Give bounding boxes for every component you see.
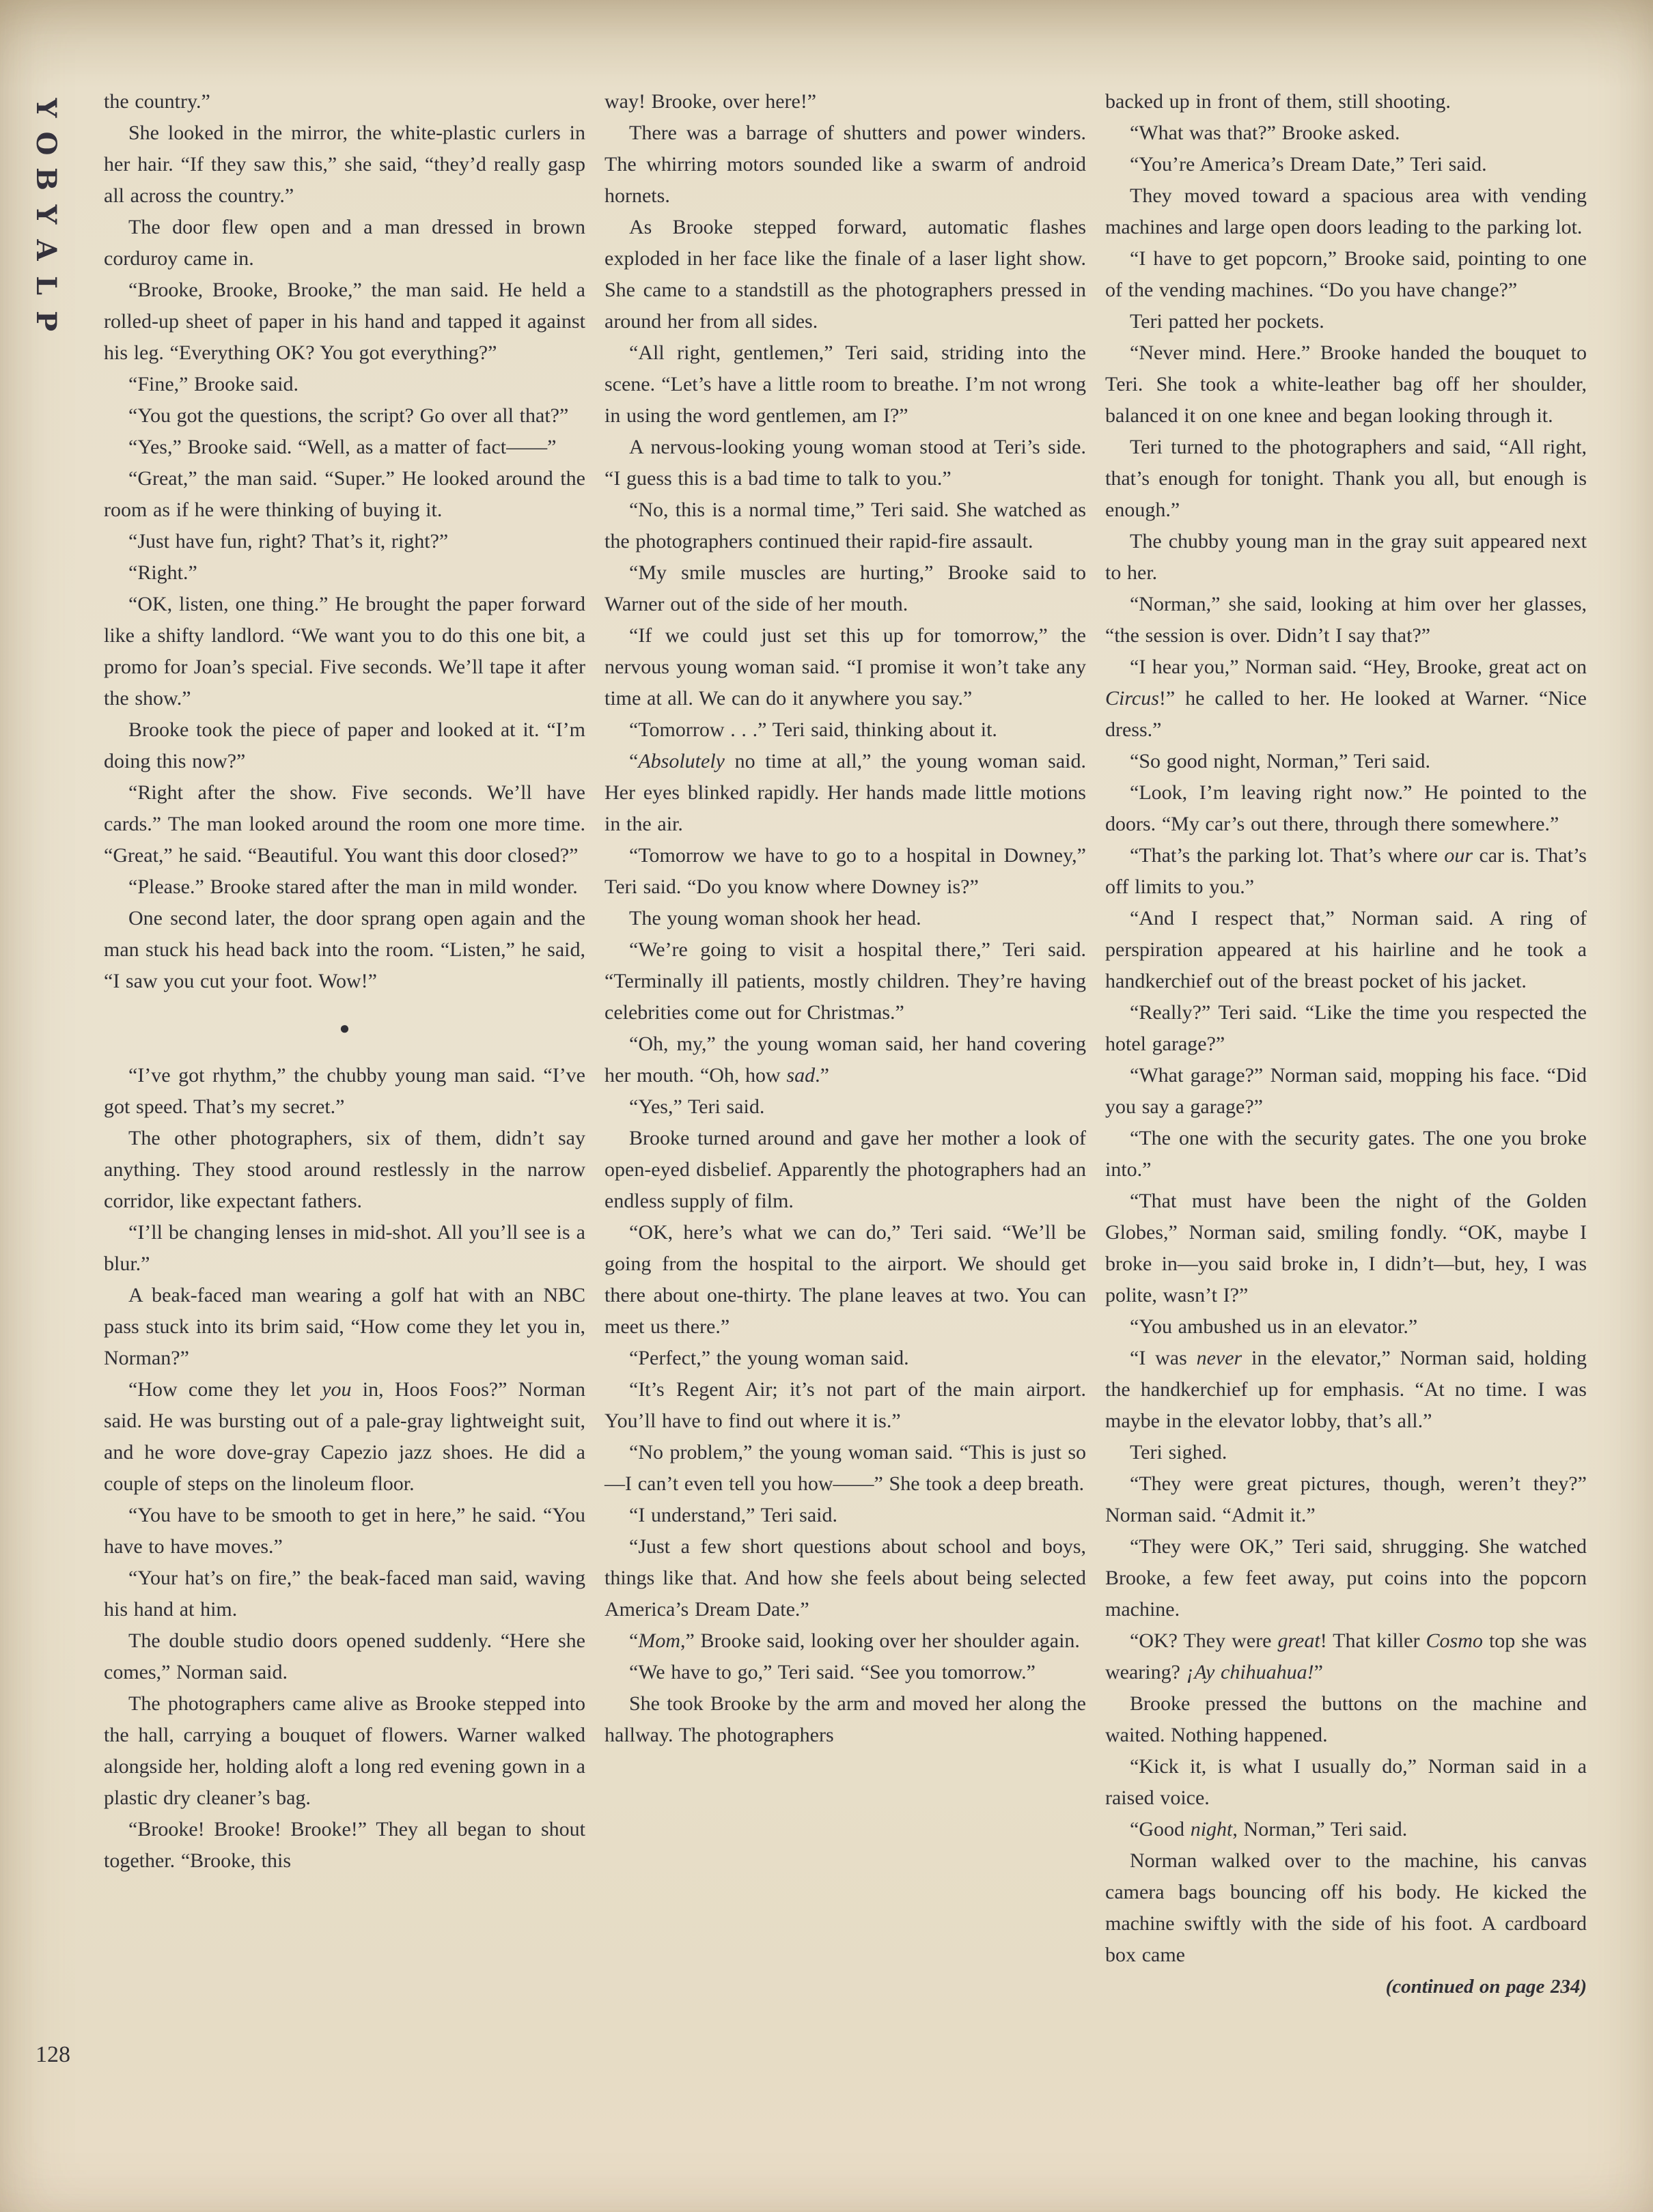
paragraph: Teri sighed. — [1130, 1441, 1227, 1464]
paragraph: The young woman shook her head. — [629, 907, 921, 929]
paragraph: “That’s the parking lot. That’s where our car is. That’s off limits to you.” — [1105, 844, 1587, 898]
paragraph: “Just a few short questions about school and boys, things like that. And how she feels about being selected America’s Dream Date.” — [605, 1535, 1086, 1621]
paragraph: “Oh, my,” the young woman said, her hand covering her mouth. “Oh, how sad.” — [605, 1033, 1086, 1087]
paragraph: “Kick it, is what I usually do,” Norman said in a raised voice. — [1105, 1755, 1587, 1809]
text-column-2 — [605, 86, 1086, 2002]
paragraph: “Just have fun, right? That’s it, right?” — [128, 530, 449, 552]
paragraph: “Perfect,” the young woman said. — [629, 1347, 909, 1369]
paragraph: “You’re America’s Dream Date,” Teri said. — [1130, 153, 1487, 176]
paragraph: “Never mind. Here.” Brooke handed the bouquet to Teri. She took a white-leather bag off her shoulder, balanced it on one knee and began looking through it. — [1105, 341, 1587, 427]
paragraph: “Right.” — [128, 561, 197, 584]
paragraph: “No, this is a normal time,” Teri said. She watched as the photographers continued their rapid-fire assault. — [605, 499, 1086, 552]
spine-letter: P — [30, 310, 63, 332]
paragraph: “The one with the security gates. The one you broke into.” — [1105, 1127, 1587, 1181]
paragraph: As Brooke stepped forward, automatic flashes exploded in her face like the finale of a laser light show. She came to a standstill as the photographers pressed in around her from all sides. — [605, 216, 1086, 333]
paragraph: The chubby young man in the gray suit appeared next to her. — [1105, 530, 1587, 584]
paragraph: the country.” — [104, 90, 210, 113]
spine-letter: L — [30, 275, 63, 296]
paragraph: Brooke pressed the buttons on the machine and waited. Nothing happened. — [1105, 1692, 1587, 1746]
paragraph: “Please.” Brooke stared after the man in mild wonder. — [128, 876, 578, 898]
paragraph: Teri turned to the photographers and said, “All right, that’s enough for tonight. Thank you all, but enough is enough.” — [1105, 436, 1587, 521]
paragraph: “I’ll be changing lenses in mid-shot. All you’ll see is a blur.” — [104, 1221, 585, 1275]
paragraph: “How come they let you in, Hoos Foos?” Norman said. He was bursting out of a pale-gray lightweight suit, and he wore dove-gray Capezio jazz shoes. He did a couple of steps on the linoleum floor. — [104, 1378, 585, 1495]
paragraph: “You ambushed us in an elevator.” — [1130, 1315, 1418, 1338]
paragraph: “Right after the show. Five seconds. We’ll have cards.” The man looked around the room one more time. “Great,” he said. “Beautiful. You want this door closed?” — [104, 781, 585, 867]
spine-letter: B — [30, 167, 63, 191]
spine-letter: Y — [30, 98, 63, 118]
paragraph: “I’ve got rhythm,” the chubby young man said. “I’ve got speed. That’s my secret.” — [104, 1064, 585, 1118]
paragraph: Norman walked over to the machine, his canvas camera bags bouncing off his body. He kicked the machine swiftly with the side of his foot. A cardboard box came — [1105, 1849, 1587, 1966]
paragraph: “And I respect that,” Norman said. A ring of perspiration appeared at his hairline and he took a handkerchief out of the breast pocket of his jacket. — [1105, 907, 1587, 992]
paragraph: “Your hat’s on fire,” the beak-faced man said, waving his hand at him. — [104, 1567, 585, 1621]
paragraph: The door flew open and a man dressed in brown corduroy came in. — [104, 216, 585, 270]
paragraph: “No problem,” the young woman said. “This is just so—I can’t even tell you how——” She took a deep breath. — [605, 1441, 1086, 1495]
paragraph: “It’s Regent Air; it’s not part of the main airport. You’ll have to find out where it is.” — [605, 1378, 1086, 1432]
paragraph: “They were great pictures, though, weren’t they?” Norman said. “Admit it.” — [1105, 1472, 1587, 1526]
paragraph: “Really?” Teri said. “Like the time you respected the hotel garage?” — [1105, 1001, 1587, 1055]
paragraph: “All right, gentlemen,” Teri said, striding into the scene. “Let’s have a little room to breathe. I’m not wrong in using the word gentlemen, am I?” — [605, 341, 1086, 427]
paragraph: Brooke turned around and gave her mother a look of open-eyed disbelief. Apparently the photographers had an endless supply of film. — [605, 1127, 1086, 1212]
text-column-3 — [1105, 86, 1587, 2002]
page-number: 128 — [36, 2042, 70, 2067]
paragraph: “Yes,” Teri said. — [629, 1095, 765, 1118]
paragraph: She took Brooke by the arm and moved her along the hallway. The photographers — [605, 1692, 1086, 1746]
paragraph: “What was that?” Brooke asked. — [1130, 122, 1400, 144]
paragraph: “Tomorrow we have to go to a hospital in Downey,” Teri said. “Do you know where Downey is?” — [605, 844, 1086, 898]
paragraph: “I understand,” Teri said. — [629, 1504, 838, 1526]
paragraph: “What garage?” Norman said, mopping his face. “Did you say a garage?” — [1105, 1064, 1587, 1118]
paragraph: The other photographers, six of them, didn’t say anything. They stood around restlessly in the narrow corridor, like expectant fathers. — [104, 1127, 585, 1212]
paragraph: “Tomorrow . . .” Teri said, thinking about it. — [629, 718, 997, 741]
spine-letter: A — [30, 239, 63, 261]
paragraph: “We have to go,” Teri said. “See you tomorrow.” — [629, 1661, 1036, 1683]
paragraph: Teri patted her pockets. — [1130, 310, 1324, 333]
paragraph: “So good night, Norman,” Teri said. — [1130, 750, 1430, 772]
paragraph: They moved toward a spacious area with vending machines and large open doors leading to the parking lot. — [1105, 184, 1587, 238]
paragraph: The photographers came alive as Brooke stepped into the hall, carrying a bouquet of flowers. Warner walked alongside her, holding aloft a long red evening gown in a plastic dry cleaner’s bag. — [104, 1692, 585, 1809]
paragraph: “You got the questions, the script? Go over all that?” — [128, 404, 569, 427]
paragraph: “That must have been the night of the Golden Globes,” Norman said, smiling fondly. “OK, maybe I broke in—you said broke in, I didn’t—but, hey, I was polite, wasn’t I?” — [1105, 1190, 1587, 1306]
paragraph: “Fine,” Brooke said. — [128, 373, 299, 395]
paragraph: A beak-faced man wearing a golf hat with an NBC pass stuck into its brim said, “How come they let you in, Norman?” — [104, 1284, 585, 1369]
paragraph: “They were OK,” Teri said, shrugging. She watched Brooke, a few feet away, put coins into the popcorn machine. — [1105, 1535, 1587, 1621]
paragraph: “I have to get popcorn,” Brooke said, pointing to one of the vending machines. “Do you have change?” — [1105, 247, 1587, 301]
paragraph: She looked in the mirror, the white-plastic curlers in her hair. “If they saw this,” she said, “they’d really gasp all across the country.” — [104, 122, 585, 207]
paragraph: “Mom,” Brooke said, looking over her shoulder again. — [629, 1629, 1080, 1652]
paragraph: way! Brooke, over here!” — [605, 90, 817, 113]
continued-note: (continued on page 234) — [1385, 1976, 1587, 1998]
section-break-bullet: ● — [339, 1018, 350, 1038]
paragraph: “Look, I’m leaving right now.” He pointed to the doors. “My car’s out there, through there somewhere.” — [1105, 781, 1587, 835]
paragraph: “We’re going to visit a hospital there,” Teri said. “Terminally ill patients, mostly children. They’re having celebrities come out for Christmas.” — [605, 938, 1086, 1024]
paragraph: The double studio doors opened suddenly. “Here she comes,” Norman said. — [104, 1629, 585, 1683]
paragraph: backed up in front of them, still shooting. — [1105, 90, 1451, 113]
paragraph: “You have to be smooth to get in here,” he said. “You have to have moves.” — [104, 1504, 585, 1558]
paragraph: “If we could just set this up for tomorrow,” the nervous young woman said. “I promise it won’t take any time at all. We can do it anywhere you say.” — [605, 624, 1086, 710]
paragraph: “Great,” the man said. “Super.” He looked around the room as if he were thinking of buying it. — [104, 467, 585, 521]
paragraph: “Absolutely no time at all,” the young woman said. Her eyes blinked rapidly. Her hands made little motions in the air. — [605, 750, 1086, 835]
paragraph: “OK? They were great! That killer Cosmo top she was wearing? ¡Ay chihuahua!” — [1105, 1629, 1587, 1683]
paragraph: “Good night, Norman,” Teri said. — [1130, 1818, 1408, 1840]
paragraph: One second later, the door sprang open again and the man stuck his head back into the room. “Listen,” he said, “I saw you cut your foot. Wow!” — [104, 907, 585, 992]
paragraph: A nervous-looking young woman stood at Teri’s side. “I guess this is a bad time to talk to you.” — [605, 436, 1086, 490]
spine-title — [29, 90, 64, 339]
spine-letter: O — [30, 131, 63, 156]
paragraph: “Norman,” she said, looking at him over her glasses, “the session is over. Didn’t I say that?” — [1105, 593, 1587, 647]
article-body — [104, 86, 1587, 2002]
paragraph: There was a barrage of shutters and power winders. The whirring motors sounded like a swarm of android hornets. — [605, 122, 1086, 207]
paragraph: “OK, here’s what we can do,” Teri said. “We’ll be going from the hospital to the airport. We should get there about one-thirty. The plane leaves at two. You can meet us there.” — [605, 1221, 1086, 1338]
text-column-1 — [104, 86, 585, 2002]
spine-letter: Y — [30, 204, 63, 225]
paragraph: “Brooke, Brooke, Brooke,” the man said. He held a rolled-up sheet of paper in his hand and tapped it against his leg. “Everything OK? You got everything?” — [104, 279, 585, 364]
paragraph: “My smile muscles are hurting,” Brooke said to Warner out of the side of her mouth. — [605, 561, 1086, 615]
paragraph: “I hear you,” Norman said. “Hey, Brooke, great act on Circus!” he called to her. He looked at Warner. “Nice dress.” — [1105, 656, 1587, 741]
paragraph: “Brooke! Brooke! Brooke!” They all began to shout together. “Brooke, this — [104, 1818, 585, 1872]
paragraph: “OK, listen, one thing.” He brought the paper forward like a shifty landlord. “We want you to do this one bit, a promo for Joan’s special. Five seconds. We’ll tape it after the show.” — [104, 593, 585, 710]
paragraph: “Yes,” Brooke said. “Well, as a matter of fact——” — [128, 436, 557, 458]
paragraph: Brooke took the piece of paper and looked at it. “I’m doing this now?” — [104, 718, 585, 772]
paragraph: “I was never in the elevator,” Norman said, holding the handkerchief up for emphasis. “At no time. I was maybe in the elevator lobby, that’s all.” — [1105, 1347, 1587, 1432]
